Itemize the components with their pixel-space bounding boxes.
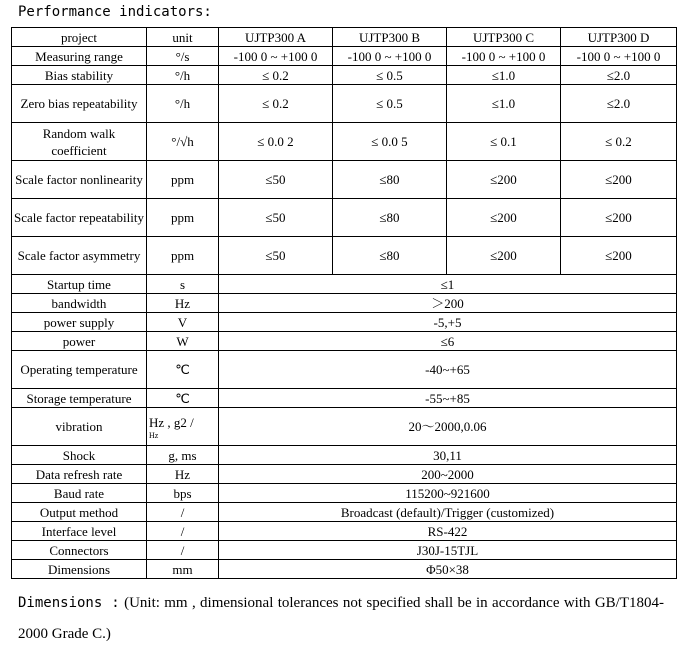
row-value-b: ≤80: [333, 199, 447, 237]
row-project: Shock: [12, 446, 147, 465]
row-value-common: Φ50×38: [219, 560, 677, 579]
row-unit: Hz: [147, 465, 219, 484]
table-row: [12, 522, 677, 541]
row-project: Baud rate: [12, 484, 147, 503]
row-unit: °/s: [147, 47, 219, 66]
column-header: project: [12, 28, 147, 47]
row-value-b: ≤80: [333, 237, 447, 275]
row-value-common: 115200~921600: [219, 484, 677, 503]
row-unit: /: [147, 522, 219, 541]
dimensions-note-text: (Unit: mm , dimensional tolerances not specified shall be in accordance with GB/T1804-2000 Grade C.): [18, 595, 664, 642]
row-unit: ppm: [147, 161, 219, 199]
row-unit: °/h: [147, 85, 219, 123]
row-project: Output method: [12, 503, 147, 522]
row-project: Connectors: [12, 541, 147, 560]
table-row: [12, 503, 677, 522]
row-value-a: ≤ 0.2: [219, 85, 333, 123]
row-unit: [147, 408, 219, 446]
row-project: Bias stability: [12, 66, 147, 85]
table-row: [12, 237, 677, 275]
row-value-d: ≤2.0: [561, 85, 677, 123]
row-value-b: -100 0 ~ +100 0: [333, 47, 447, 66]
row-value-common: RS-422: [219, 522, 677, 541]
row-value-c: ≤200: [447, 161, 561, 199]
row-unit: ppm: [147, 237, 219, 275]
row-unit: mm: [147, 560, 219, 579]
row-unit: °/h: [147, 66, 219, 85]
table-row: [12, 313, 677, 332]
row-value-common: 20～2000,0.06: [219, 408, 677, 446]
row-value-b: ≤ 0.0 5: [333, 123, 447, 161]
row-value-d: ≤200: [561, 199, 677, 237]
row-value-a: ≤50: [219, 237, 333, 275]
row-value-c: ≤200: [447, 199, 561, 237]
row-value-d: ≤2.0: [561, 66, 677, 85]
row-project: Interface level: [12, 522, 147, 541]
row-unit: s: [147, 275, 219, 294]
column-header: UJTP300 D: [561, 28, 677, 47]
column-header: unit: [147, 28, 219, 47]
row-value-common: ＞200: [219, 294, 677, 313]
row-value-a: ≤ 0.0 2: [219, 123, 333, 161]
row-value-common: J30J-15TJL: [219, 541, 677, 560]
row-value-c: ≤1.0: [447, 66, 561, 85]
table-row: [12, 408, 677, 446]
row-value-c: ≤1.0: [447, 85, 561, 123]
row-value-b: ≤ 0.5: [333, 66, 447, 85]
row-unit: ℃: [147, 389, 219, 408]
column-header: UJTP300 A: [219, 28, 333, 47]
table-header-row: [12, 28, 677, 47]
row-project: Scale factor repeatability: [12, 199, 147, 237]
row-unit: V: [147, 313, 219, 332]
table-row: [12, 275, 677, 294]
table-row: [12, 465, 677, 484]
row-value-a: ≤50: [219, 199, 333, 237]
row-project: Scale factor nonlinearity: [12, 161, 147, 199]
row-unit: /: [147, 503, 219, 522]
row-unit-main: Hz , g2 /: [149, 414, 194, 430]
row-value-b: ≤ 0.5: [333, 85, 447, 123]
table-row: [12, 85, 677, 123]
row-unit: ℃: [147, 351, 219, 389]
row-value-common: ≤6: [219, 332, 677, 351]
row-value-d: ≤ 0.2: [561, 123, 677, 161]
row-project: power supply: [12, 313, 147, 332]
table-row: [12, 161, 677, 199]
row-value-a: ≤ 0.2: [219, 66, 333, 85]
row-value-common: 200~2000: [219, 465, 677, 484]
row-value-common: ≤1: [219, 275, 677, 294]
row-project: Scale factor asymmetry: [12, 237, 147, 275]
row-project: vibration: [12, 408, 147, 446]
table-row: [12, 66, 677, 85]
row-project: Startup time: [12, 275, 147, 294]
row-project: Storage temperature: [12, 389, 147, 408]
row-value-d: ≤200: [561, 237, 677, 275]
row-project: bandwidth: [12, 294, 147, 313]
row-project: Dimensions: [12, 560, 147, 579]
performance-table: [11, 27, 677, 579]
table-row: [12, 332, 677, 351]
table-row: [12, 560, 677, 579]
row-value-c: -100 0 ~ +100 0: [447, 47, 561, 66]
table-row: [12, 484, 677, 503]
row-unit: /: [147, 541, 219, 560]
table-row: [12, 123, 677, 161]
row-value-d: -100 0 ~ +100 0: [561, 47, 677, 66]
row-unit-sub: Hz: [149, 430, 159, 440]
column-header: UJTP300 B: [333, 28, 447, 47]
row-unit: Hz: [147, 294, 219, 313]
row-value-c: ≤ 0.1: [447, 123, 561, 161]
row-project: power: [12, 332, 147, 351]
table-row: [12, 294, 677, 313]
table-row: [12, 389, 677, 408]
row-project: Zero bias repeatability: [12, 85, 147, 123]
row-unit: W: [147, 332, 219, 351]
table-row: [12, 47, 677, 66]
row-value-b: ≤80: [333, 161, 447, 199]
table-row: [12, 351, 677, 389]
dimensions-note-label: Dimensions :: [18, 595, 120, 611]
row-value-a: ≤50: [219, 161, 333, 199]
column-header: UJTP300 C: [447, 28, 561, 47]
row-unit: g, ms: [147, 446, 219, 465]
row-value-common: -55~+85: [219, 389, 677, 408]
dimensions-note: [18, 588, 664, 650]
row-value-common: 30,11: [219, 446, 677, 465]
row-value-c: ≤200: [447, 237, 561, 275]
row-unit: ppm: [147, 199, 219, 237]
row-value-common: -40~+65: [219, 351, 677, 389]
row-project: Measuring range: [12, 47, 147, 66]
table-row: [12, 541, 677, 560]
row-value-a: -100 0 ~ +100 0: [219, 47, 333, 66]
row-unit: bps: [147, 484, 219, 503]
row-unit: °/√h: [147, 123, 219, 161]
table-row: [12, 446, 677, 465]
row-value-common: -5,+5: [219, 313, 677, 332]
section-heading: Performance indicators:: [18, 4, 212, 20]
row-project: Data refresh rate: [12, 465, 147, 484]
row-value-common: Broadcast (default)/Trigger (customized): [219, 503, 677, 522]
row-project: Operating temperature: [12, 351, 147, 389]
table-row: [12, 199, 677, 237]
row-project: Random walk coefficient: [12, 123, 147, 161]
row-value-d: ≤200: [561, 161, 677, 199]
